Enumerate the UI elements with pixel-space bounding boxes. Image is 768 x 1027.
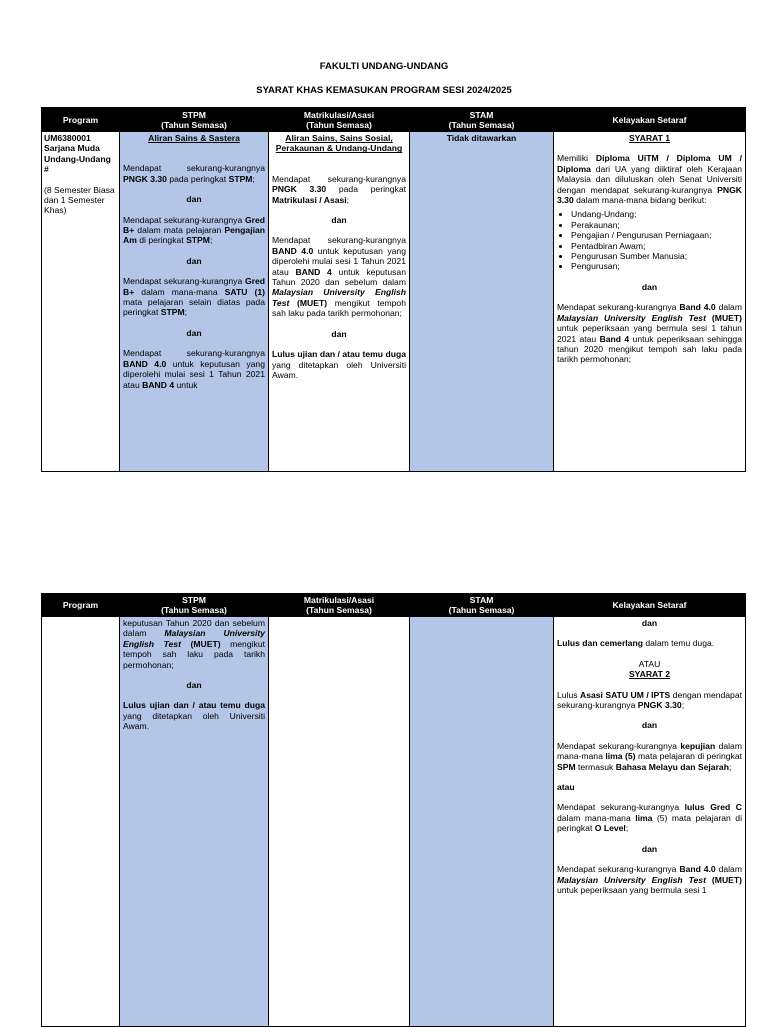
kelayakan-cell	[554, 132, 746, 472]
program-cell	[42, 132, 120, 472]
list-item: • Pengurusan Sumber Manusia;	[571, 251, 742, 261]
stpm-req-2: Mendapat sekurang-kurangnya Gred B+ dalam mata pelajaran Pengajian Am di peringkat STPM;	[123, 214, 265, 246]
matrik-req-1: Mendapat sekurang-kurangnya PNGK 3.30 pada peringkat Matrikulasi / Asasi;	[272, 173, 406, 205]
stpm-stream: Aliran Sains & Sastera	[148, 133, 240, 143]
stpm-req-1: Mendapat sekurang-kurangnya PNGK 3.30 pada peringkat STPM;	[123, 163, 265, 184]
program-duration: (8 Semester Biasa dan 1 Semester Khas)	[44, 184, 115, 216]
stpm-and-2: dan	[186, 255, 202, 266]
olevel-req: Mendapat sekurang-kurangnya lulus Gred C dalam mana-mana lima (5) mata pelajaran di peringkat O Level;	[557, 802, 742, 834]
stpm-cell	[120, 132, 269, 472]
col-matrik-header: Matrikulasi/Asasi (Tahun Semasa)	[269, 108, 410, 132]
table-row	[42, 132, 746, 472]
kelayakan-and-2: dan	[641, 618, 658, 628]
stpm-req-4-cont: keputusan Tahun 2020 dan sebelum dalam Malaysian University English Test (MUET) mengikut tempoh sah laku pada tarikh permohonan;	[123, 618, 265, 670]
muet-req-2: Mendapat sekurang-kurangnya Band 4.0 dalam Malaysian University English Test (MUET) untuk peperiksaan yang bermula sesi 1	[557, 864, 742, 895]
list-item: • Pentadbiran Awam;	[571, 241, 742, 251]
col-program-header: Program	[42, 108, 120, 132]
matrik-cell	[269, 617, 410, 1027]
atau-label: atau	[557, 782, 575, 793]
syarat-1-text: Memiliki Diploma UiTM / Diploma UM / Diploma dari UA yang diiktiraf oleh Kerajaan Malaysia dan diluluskan oleh Senat Universiti dengan mendapat sekurang-kurangnya PNGK 3.30 dalam mana-mana bidang berikut:	[557, 153, 742, 206]
syarat-1-title: SYARAT 1	[628, 133, 671, 143]
faculty-title: FAKULTI UNDANG-UNDANG	[319, 61, 449, 72]
col-stpm-header: STPM (Tahun Semasa)	[120, 108, 269, 132]
kelayakan-interview: Lulus dan cemerlang dalam temu duga.	[557, 638, 715, 649]
matrik-req-3: Lulus ujian dan / atau temu duga yang ditetapkan oleh Universiti Awam.	[272, 349, 406, 380]
stam-cell	[410, 132, 554, 472]
stpm-cell	[120, 617, 269, 1027]
col-program-header: Program	[42, 594, 120, 617]
kelayakan-and-3: dan	[641, 720, 658, 731]
matrik-stream: Aliran Sains, Sains Sosial, Perakaunan & Undang-Undang	[275, 133, 403, 154]
stpm-and-3: dan	[186, 327, 202, 338]
program-cell	[42, 617, 120, 1027]
col-stam-header: STAM (Tahun Semasa)	[410, 594, 554, 617]
requirements-table-1	[41, 107, 746, 472]
stam-cell	[410, 617, 554, 1027]
program-name: Sarjana Muda Undang-Undang #	[44, 143, 111, 175]
stam-not-offered: Tidak ditawarkan	[446, 133, 517, 143]
program-code: UM6380001	[44, 133, 91, 143]
col-kelayakan-header: Kelayakan Setaraf	[554, 108, 746, 132]
spm-req: Mendapat sekurang-kurangnya kepujian dalam mana-mana lima (5) mata pelajaran di peringkat SPM termasuk Bahasa Melayu dan Sejarah;	[557, 740, 742, 772]
col-kelayakan-header: Kelayakan Setaraf	[554, 594, 746, 617]
stpm-req-5: Lulus ujian dan / atau temu duga yang ditetapkan oleh Universiti Awam.	[123, 700, 265, 732]
list-item: • Pengurusan;	[571, 261, 742, 271]
atau-caps: ATAU	[638, 658, 661, 669]
matrik-and-1: dan	[331, 215, 347, 226]
matrik-req-2: Mendapat sekurang-kurangnya BAND 4.0 untuk keputusan yang diperolehi mulai sesi 1 Tahun 2021 atau BAND 4 untuk keputusan Tahun 2020 dan sebelum dalam Malaysian University English Test (MUET) mengikut tempoh sah laku pada tarikh permohonan;	[272, 235, 406, 319]
col-matrik-header: Matrikulasi/Asasi (Tahun Semasa)	[269, 594, 410, 617]
page-subtitle: SYARAT KHAS KEMASUKAN PROGRAM SESI 2024/2025	[256, 85, 512, 96]
table-header-row	[42, 108, 746, 132]
syarat-2-text: Lulus Asasi SATU UM / IPTS dengan mendapat sekurang-kurangnya PNGK 3.30;	[557, 689, 743, 711]
list-item: • Undang-Undang;	[571, 209, 742, 219]
kelayakan-and-1: dan	[641, 281, 658, 292]
kelayakan-cell	[554, 617, 746, 1027]
kelayakan-muet: Mendapat sekurang-kurangnya Band 4.0 dalam Malaysian University English Test (MUET) untuk peperiksaan yang bermula sesi 1 tahun 2021 atau Band 4 untuk peperiksaan sehingga tahun 2020 mengikut tempoh sah laku pada tarikh permohonan;	[557, 302, 742, 365]
table-header-row	[42, 594, 746, 617]
syarat-2-title: SYARAT 2	[628, 669, 671, 680]
list-item: • Pengajian / Pengurusan Perniagaan;	[571, 230, 742, 240]
table-row	[42, 617, 746, 1027]
stpm-and-1: dan	[186, 194, 202, 205]
list-item: • Perakaunan;	[571, 220, 742, 230]
stpm-and-4: dan	[186, 680, 202, 691]
kelayakan-and-4: dan	[641, 843, 658, 854]
stpm-req-4: Mendapat sekurang-kurangnya BAND 4.0 untuk keputusan yang diperolehi mulai sesi 1 Tahun 2021 atau BAND 4 untuk	[123, 348, 265, 390]
col-stam-header: STAM (Tahun Semasa)	[410, 108, 554, 132]
matrik-cell	[269, 132, 410, 472]
stpm-req-3: Mendapat sekurang-kurangnya Gred B+ dalam mana-mana SATU (1) mata pelajaran selain diatas pada peringkat STPM;	[123, 276, 265, 318]
col-stpm-header: STPM (Tahun Semasa)	[120, 594, 269, 617]
requirements-table-2	[41, 593, 746, 1027]
matrik-and-2: dan	[331, 328, 347, 339]
field-list	[557, 209, 742, 271]
